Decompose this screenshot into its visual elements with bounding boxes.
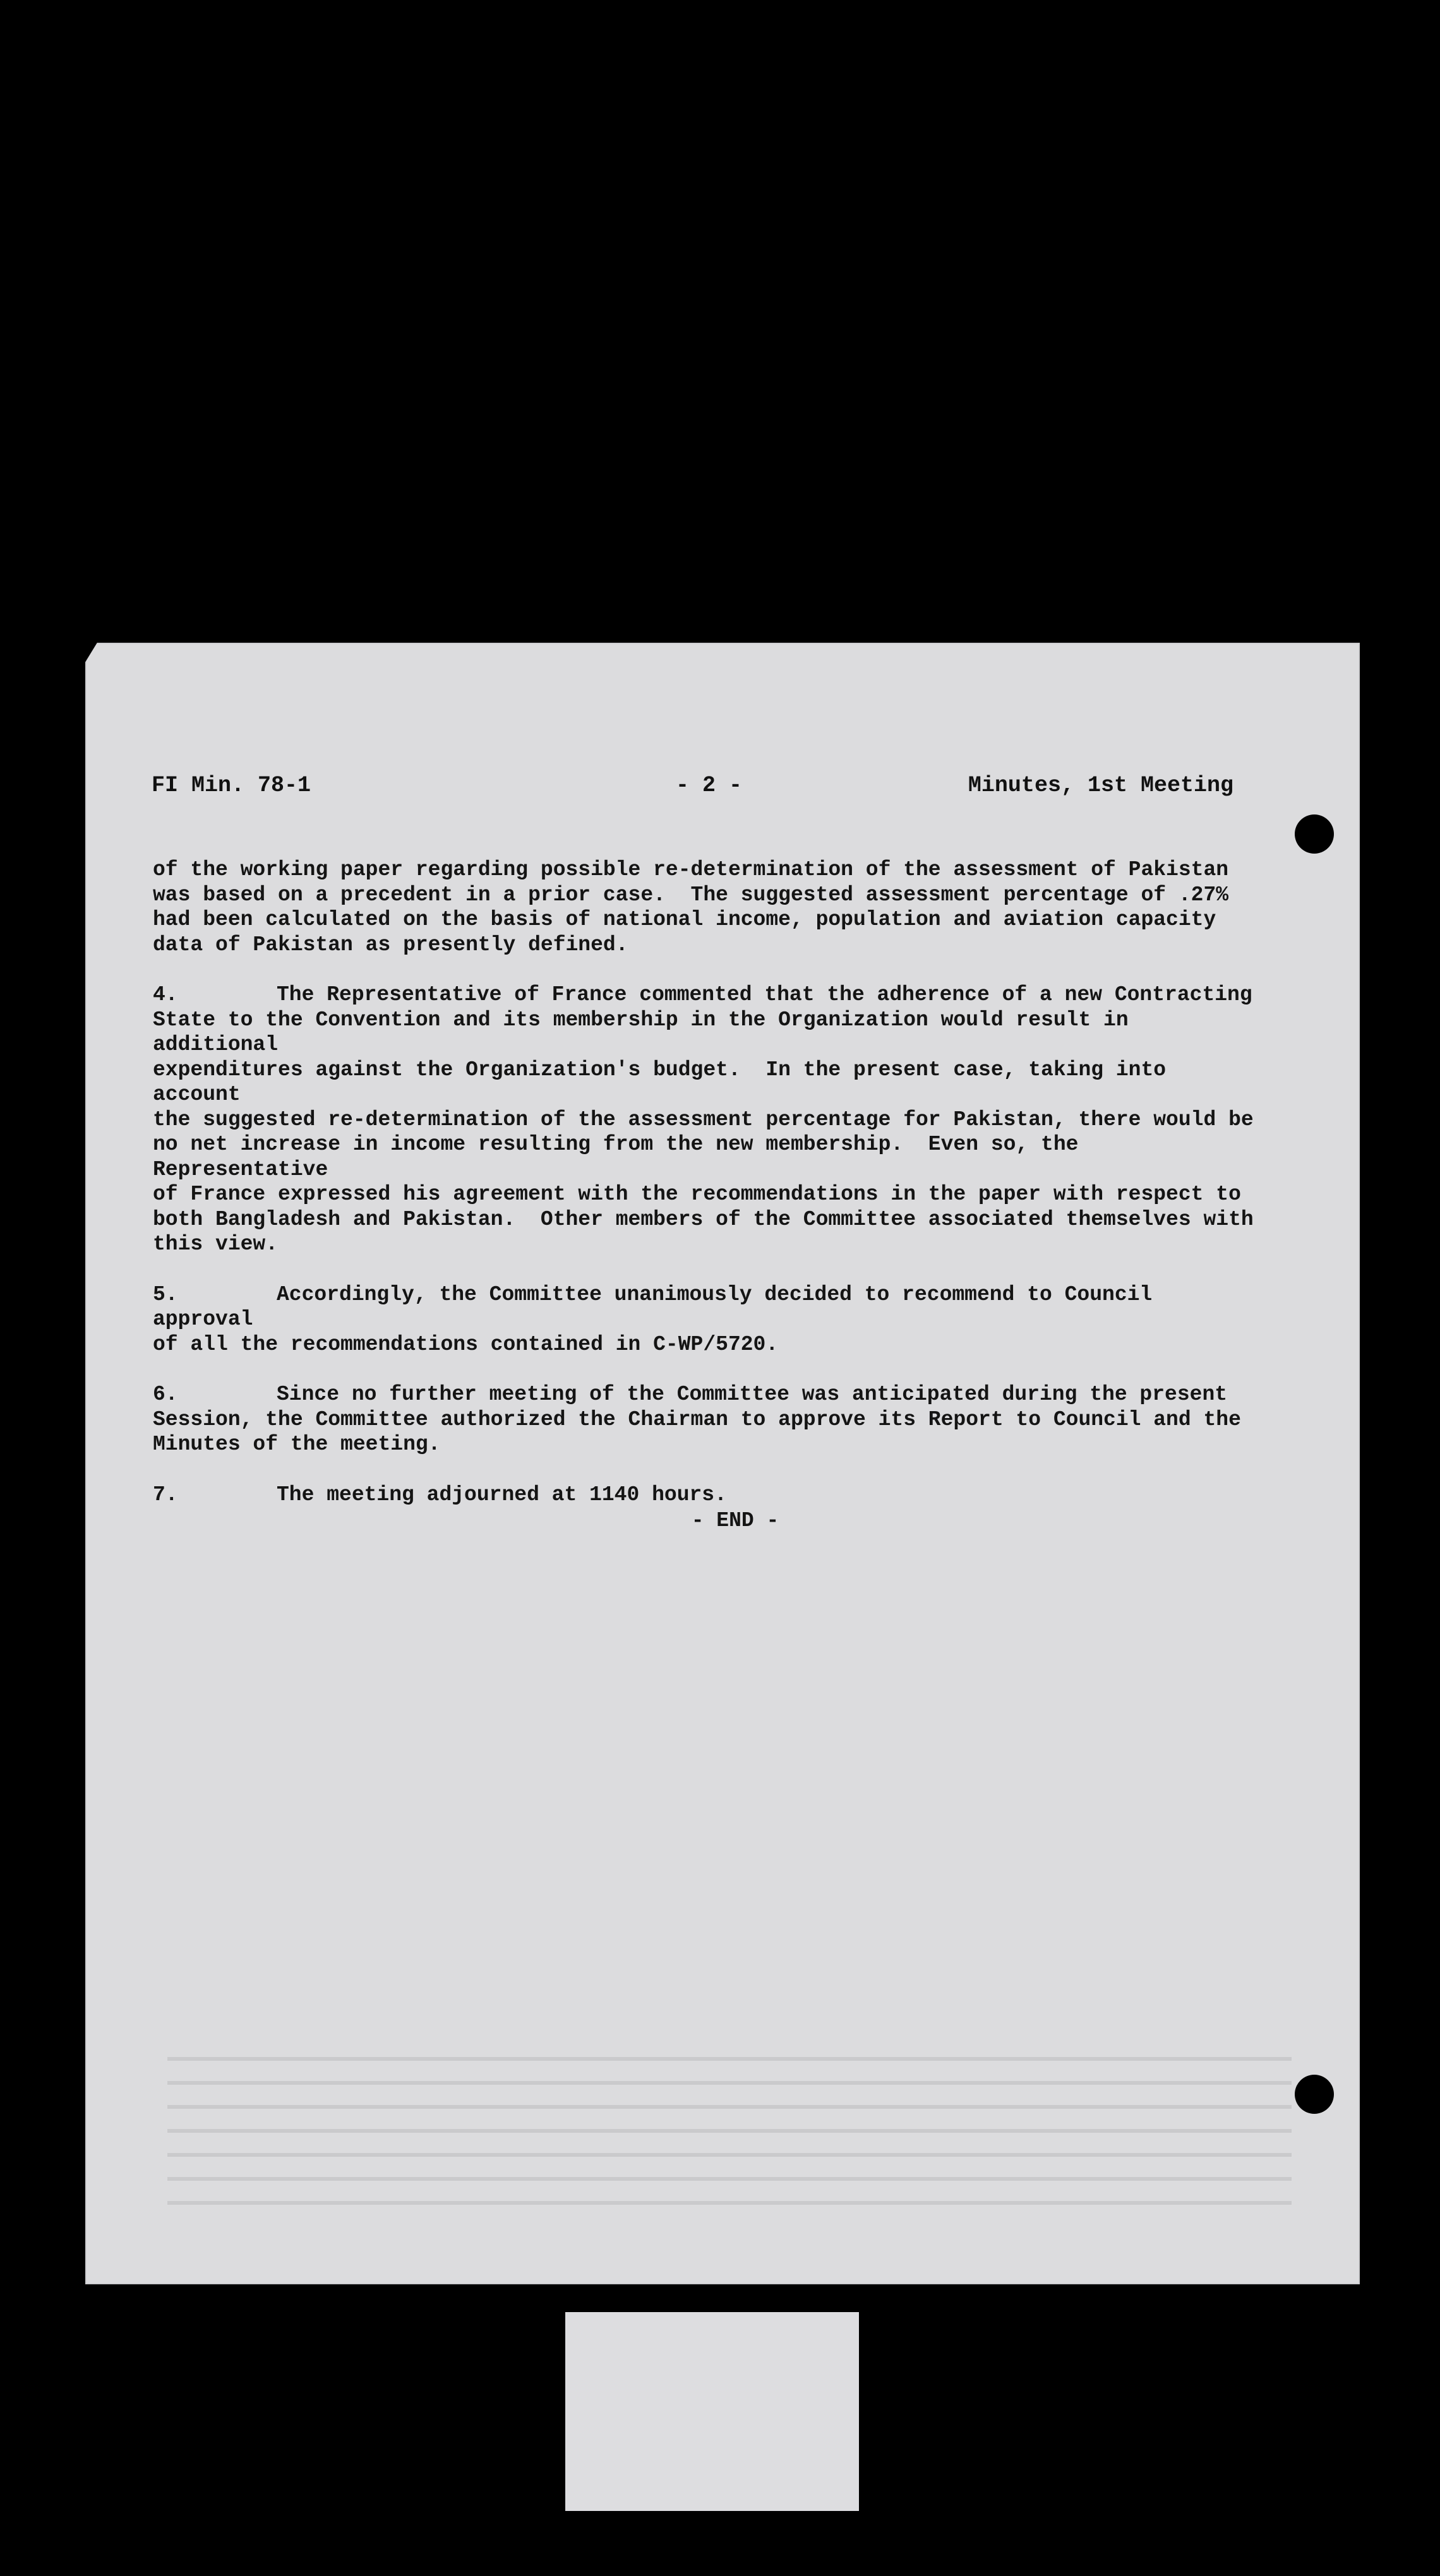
- paragraph-text: The meeting adjourned at 1140 hours.: [277, 1482, 727, 1506]
- end-marker: - END -: [691, 1509, 779, 1532]
- paragraph-number: 6.: [153, 1383, 178, 1406]
- meeting-title: Minutes, 1st Meeting: [968, 773, 1233, 798]
- paragraph-number: 5.: [153, 1282, 178, 1306]
- paragraph-continuation: [153, 857, 1264, 957]
- paragraph-text: of the working paper regarding possible re-determination of the assessment of Pakistan was based on a precedent in a prior case. The suggested assessment percentage of .27% had been calculated on the basis of national income, population and aviation capacity data of Pakistan as presently defined.: [153, 858, 1229, 957]
- blank-slip: [565, 2312, 859, 2511]
- minutes-body: [153, 857, 1264, 1532]
- page-header: [152, 773, 1233, 804]
- paragraph-4: [153, 982, 1264, 1257]
- paragraph-text: The Representative of France commented that the adherence of a new Contracting State to the Convention and its membership in the Organization would result in additional expenditures against the Organization's budget. In the present case, taking into account the suggested re-determination of the assessment percentage for Pakistan, there would be no net increase in income resulting from the new membership. Even so, the Representative of France expressed his agreement with the recommendations in the paper with respect to both Bangladesh and Pakistan. Other members of the Committee associated themselves with this view.: [153, 983, 1254, 1256]
- page-number: - 2 -: [676, 773, 743, 798]
- punch-hole: [1295, 814, 1334, 854]
- folded-corner: [84, 641, 98, 664]
- bleed-through-text: [167, 2057, 1292, 2209]
- document-page: [85, 643, 1360, 2284]
- paragraph-number: 7.: [153, 1482, 178, 1506]
- paragraph-number: 4.: [153, 983, 178, 1006]
- paragraph-5: [153, 1282, 1264, 1357]
- paragraph-text: Since no further meeting of the Committee was anticipated during the present Session, the Committee authorized the Chairman to approve its Report to Council and the Minutes of the meeting.: [153, 1383, 1241, 1456]
- document-reference: FI Min. 78-1: [152, 773, 311, 798]
- paragraph-7: [153, 1482, 1264, 1508]
- paragraph-6: [153, 1382, 1264, 1457]
- paragraph-text: Accordingly, the Committee unanimously decided to recommend to Council approval of all the recommendations contained in C-WP/5720.: [153, 1282, 1153, 1356]
- punch-hole: [1295, 2075, 1334, 2114]
